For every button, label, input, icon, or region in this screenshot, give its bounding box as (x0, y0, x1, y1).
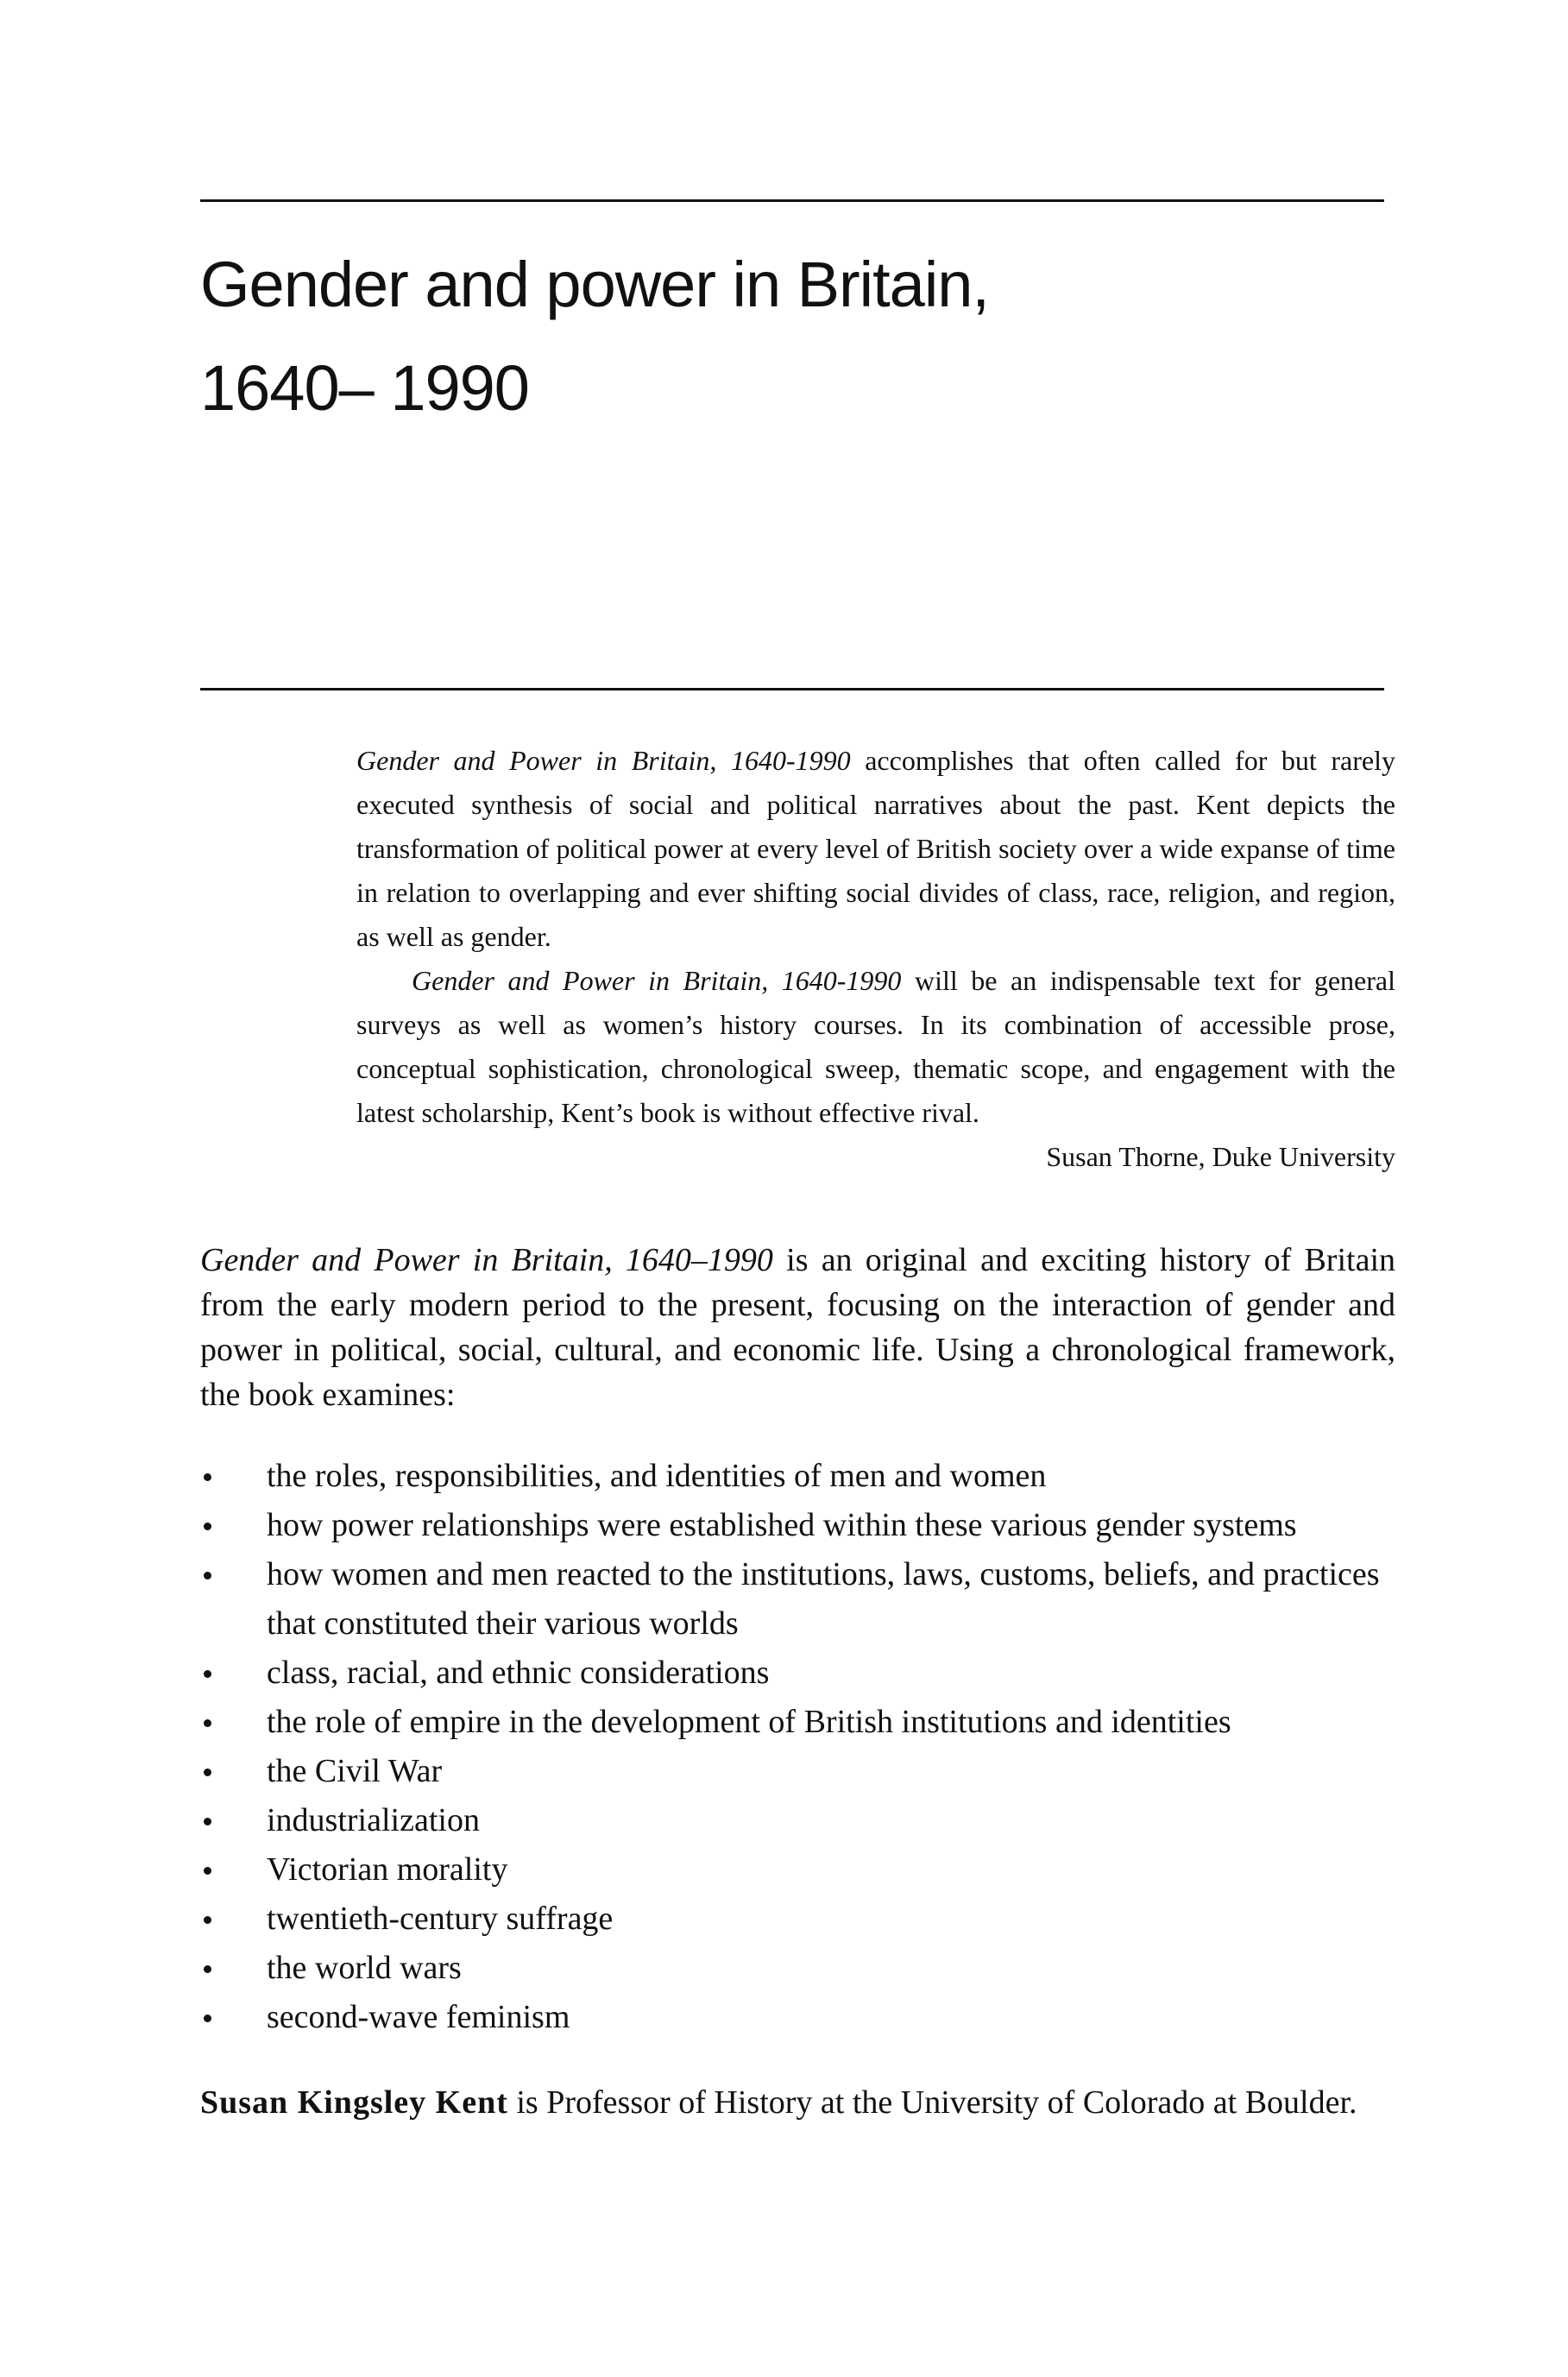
topic-item: the Civil War (200, 1747, 1395, 1796)
book-title (200, 233, 1384, 440)
intro-text: is an original and exciting history of Britain from the early modern period to the present, focusing on the interaction of gender and power in political, social, cultural, and economic life. Using a chronological framework, the book examines: (200, 1242, 1395, 1413)
review-book-title: Gender and Power in Britain, 1640-1990 (412, 965, 902, 996)
topic-item: how women and men reacted to the institutions, laws, customs, beliefs, and practices that constituted their various worlds (200, 1550, 1395, 1649)
author-bio-text: is Professor of History at the University of Colorado at Boulder. (507, 2084, 1357, 2121)
topic-item: the world wars (200, 1944, 1395, 1993)
topic-item: how power relationships were established within these various gender systems (200, 1501, 1395, 1550)
intro-paragraph (200, 1238, 1395, 1417)
topic-item: twentieth-century suffrage (200, 1895, 1395, 1944)
topic-item: second-wave feminism (200, 1993, 1395, 2042)
review-text: accomplishes that often called for but rarely executed synthesis of social and political narratives about the past. Kent depicts the transformation of political power at every level of British society over a wide expanse of time in relation to overlapping and ever shifting social divides of class, race, religion, and region, as well as gender. (356, 745, 1395, 952)
title-bottom-rule (200, 688, 1384, 690)
author-name: Susan Kingsley Kent (200, 2084, 508, 2121)
book-title-line-2: 1640– 1990 (200, 352, 529, 424)
topic-list (200, 1452, 1395, 2042)
top-rule (200, 199, 1384, 202)
review-paragraph-1 (356, 739, 1395, 959)
topic-item: class, racial, and ethnic considerations (200, 1649, 1395, 1698)
description (200, 1238, 1395, 2125)
topic-item: the roles, responsibilities, and identities of men and women (200, 1452, 1395, 1501)
topic-item: industrialization (200, 1796, 1395, 1845)
review-book-title: Gender and Power in Britain, 1640-1990 (356, 745, 851, 776)
topic-item: the role of empire in the development of British institutions and identities (200, 1698, 1395, 1747)
review-paragraph-2 (356, 959, 1395, 1135)
review-text: will be an indispensable text for general surveys as well as women’s history courses. In its combination of accessible prose, conceptual sophistication, chronological sweep, thematic scope, and engagement with the latest scholarship, Kent’s book is without effective rival. (356, 965, 1396, 1128)
review-quote (356, 739, 1395, 1179)
review-attribution: Susan Thorne, Duke University (1046, 1141, 1395, 1172)
book-title-line-1: Gender and power in Britain, (200, 249, 989, 320)
author-bio (200, 2080, 1395, 2125)
topic-item: Victorian morality (200, 1845, 1395, 1895)
intro-book-title: Gender and Power in Britain, 1640–1990 (200, 1242, 773, 1278)
